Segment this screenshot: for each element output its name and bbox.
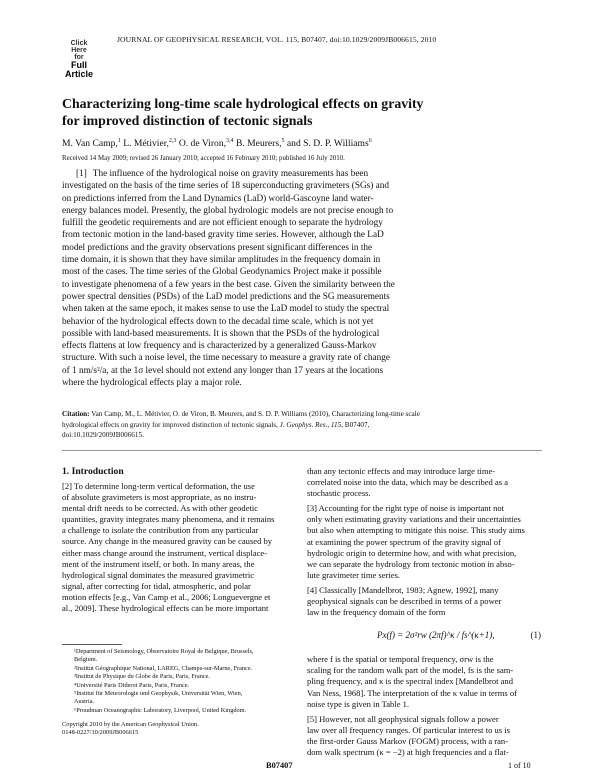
text-line: [4] Classically [Mandelbrot, 1983; Agnew, 1992], many <box>307 584 499 595</box>
affiliation-mark: 3,4 <box>226 138 234 144</box>
affiliation-mark: 5 <box>281 138 285 144</box>
affiliation-mark: 6 <box>368 138 372 144</box>
citation-text: Van Camp, M., L. Métivier, O. de Viron, B. Meurers, and S. D. P. Williams (2010), Characterizing long-time scale <box>89 410 420 418</box>
badge-line: Full <box>71 60 87 70</box>
equation-1 <box>307 624 541 650</box>
abstract-line: when taken at the same epoch, it makes sense to use the LaD model to study the spectral <box>62 304 390 315</box>
text-line: at examining the power spectrum of the gravity signal of <box>307 536 501 547</box>
affiliation-mark: 1 <box>117 138 121 144</box>
abstract-line: power spectral densities (PSDs) of the LaD model predictions and the SG measurements <box>62 291 390 302</box>
text-line: scaling for the random walk part of the model, fs is the sam- <box>307 665 514 676</box>
abstract-line: to investigate phenomena of a few years in the best case. Given the similarity between the <box>62 279 395 290</box>
text-line: the first-order Gauss Markov (FOGM) process, with a ran- <box>307 735 509 746</box>
footnote-line: ⁵Institut für Meteorologie und Geophysik, Universität Wien, Wien, <box>74 690 243 698</box>
footnote-line: ¹Department of Seismology, Observatoire Royal de Belgique, Brussels, <box>74 648 254 655</box>
title-line: Characterizing long-time scale hydrological effects on gravity <box>62 96 424 111</box>
footnote-line: ⁴Université Paris Diderot Paris, Paris, France. <box>74 681 190 689</box>
text-line: noise type is given in Table 1. <box>307 698 410 709</box>
text-line: geophysical signals can be described in terms of a power <box>307 596 502 607</box>
footnote-line: ³Institut de Physique du Globe de Paris, Paris, France. <box>74 673 211 681</box>
affiliation-mark: 2,3 <box>168 138 177 144</box>
footnote-divider <box>62 644 122 645</box>
section-divider <box>62 450 542 451</box>
badge-line: Here <box>71 47 87 54</box>
abstract-line: structure. With such a noise level, the time necessary to measure a gravity rate of change <box>62 353 390 364</box>
citation-text: doi:10.1029/2009JB006615. <box>62 431 144 439</box>
abstract-line: of 1 nm/s²/a, at the 1σ level should not extend any longer than 17 years at the locations <box>62 365 384 376</box>
text-line: source. Any change in the measured gravity can be caused by <box>62 536 273 547</box>
text-line: motion effects [e.g., Van Camp et al., 2006; Longuevergne et <box>62 591 271 602</box>
text-line: only when estimating gravity variations and their uncertainties <box>307 514 521 525</box>
citation-block <box>62 409 542 441</box>
text-line: hydrological signal dominates the measured gravimetric <box>62 569 255 580</box>
text-line: we can separate the hydrology from tectonic motion in abso- <box>307 558 515 569</box>
full-article-link[interactable] <box>62 40 96 78</box>
equation-number: (1) <box>530 630 541 641</box>
footnote-line: ²Institut Géographique National, LAREG, Champs-sur-Marne, France. <box>74 664 253 672</box>
text-line: pling frequency, and κ is the spectral index [Mandelbrot and <box>307 676 513 687</box>
title-line: for improved distinction of tectonic signals <box>62 113 313 128</box>
copyright-notice <box>62 721 292 737</box>
author: L. Métivier, <box>123 138 169 150</box>
citation-text: hydrological effects on gravity for improved distinction of tectonic signals, <box>62 420 280 429</box>
text-line: correlated noise into the data, which may be described as a <box>307 477 509 488</box>
paragraph-marker: [1] <box>76 169 87 179</box>
text-line: a challenge to isolate the contribution from any particular <box>62 525 259 536</box>
text-line: law in the frequency domain of the form <box>307 607 446 618</box>
right-column <box>307 466 541 758</box>
paper-title <box>62 95 522 129</box>
section-title: 1. Introduction <box>62 466 124 477</box>
abstract-line: from tectonic motion in the land-based gravity time series. However, although the LaD <box>62 230 384 241</box>
footnote-line: ⁶Proudman Oceanographic Laboratory, Liverpool, United Kingdom. <box>74 706 247 714</box>
abstract <box>62 168 542 389</box>
citation-text: , B07407, <box>341 420 370 429</box>
author-list <box>62 138 372 149</box>
left-column <box>62 481 292 614</box>
text-line: Van Ness, 1968]. The interpretation of the κ value in terms of <box>307 687 517 698</box>
abstract-line: most of the cases. The time series of the Global Geodynamics Project make it possible <box>62 267 382 278</box>
abstract-line: The influence of the hydrological noise on gravity measurements has been <box>92 169 369 179</box>
text-line: signal, after correcting for tidal, atmospheric, and polar <box>62 580 251 591</box>
text-line: law over all frequency ranges. Of particular interest to us is <box>307 724 510 735</box>
abstract-line: where the hydrological effects play a major role. <box>62 378 242 389</box>
text-line: stochastic process. <box>307 488 371 499</box>
text-line: al., 2009]. These hydrological effects can be more important <box>62 603 269 614</box>
text-line: [2] To determine long-term vertical deformation, the use <box>62 481 255 491</box>
text-line: [5] However, not all geophysical signals follow a power <box>307 713 499 724</box>
badge-line: for <box>74 54 84 61</box>
abstract-line: time domain, it is shown that they have similar amplitudes in the frequency domain in <box>62 255 381 266</box>
footnotes <box>68 648 294 715</box>
badge-line: Click <box>70 40 88 47</box>
abstract-line: investigated on the basis of the time series of 18 superconducting gravimeters (SGs) and <box>62 181 390 192</box>
text-line: either mass change around the instrument, vertical displace- <box>62 547 268 558</box>
text-line: but also when attempting to mitigate this noise. This study aims <box>307 525 526 536</box>
abstract-line: energy balances model. Presently, the global hydrologic models are not precise enough to <box>62 205 394 216</box>
text-line: [3] Accounting for the right type of noise is important not <box>307 503 505 514</box>
page-number: 1 of 10 <box>508 761 531 770</box>
text-line: quantities, gravity integrates many phenomena, and it remains <box>62 514 275 525</box>
abstract-line: fulfill the geodetic requirements and are not efficient enough to separate the hydrology <box>62 218 383 229</box>
badge-line: Article <box>64 69 93 79</box>
author: M. Van Camp, <box>62 138 118 150</box>
received-dates: Received 14 May 2009; revised 26 January 2010; accepted 16 February 2010; published 16 July 2010. <box>62 155 345 162</box>
text-line: hydrologic origin to determine how, and with what precision, <box>307 547 517 558</box>
text-line: of absolute gravimeters is most appropriate, as no instru- <box>62 492 257 503</box>
journal-header: JOURNAL OF GEOPHYSICAL RESEARCH, VOL. 115, B07407, doi:10.1029/2009JB006615, 2010 <box>117 35 437 44</box>
abstract-line: effects flattens at low frequency and is characterized by a generalized Gauss-Markov <box>62 341 377 352</box>
abstract-line: behavior of the hydrological effects down to the decadal time scale, which is not yet <box>62 316 374 327</box>
text-line: dom walk spectrum (κ = −2) at high frequencies and a flat- <box>307 746 509 757</box>
abstract-line: possible with land-based measurements. It is shown that the PSDs of the hydrological <box>62 328 380 339</box>
article-id: B07407 <box>266 761 293 770</box>
copyright-line: Copyright 2010 by the American Geophysical Union. <box>62 721 199 728</box>
text-line: mental drift needs to be corrected. As with other geodetic <box>62 503 259 514</box>
copyright-line: 0148-0227/10/2009JB006615 <box>62 729 139 737</box>
citation-journal: J. Geophys. Res., 115 <box>279 420 342 429</box>
text-line: than any tectonic effects and may introduce large time- <box>307 466 496 476</box>
citation-label: Citation: <box>62 410 90 418</box>
footnote-line: Austria. <box>74 698 95 706</box>
abstract-line: model predictions and the gravity observations present significant differences in the <box>62 242 373 253</box>
author: O. de Viron, <box>178 138 227 150</box>
author: and S. D. P. Williams <box>286 138 369 150</box>
abstract-line: on predictions inferred from the Land Dynamics (LaD) world-Gascoyne land water- <box>62 193 374 204</box>
footnote-line: Belgium. <box>74 656 98 664</box>
text-line: where f is the spatial or temporal frequency, σrw is the <box>307 654 494 665</box>
text-line: ment of the instrument itself, or both. In many areas, the <box>62 558 255 569</box>
equation-body: Px(f) = 2σ²rw (2πf)^κ / fs^(κ+1), <box>377 630 495 641</box>
text-line: lute gravimeter time series. <box>307 569 401 580</box>
author: B. Meurers, <box>235 138 282 150</box>
